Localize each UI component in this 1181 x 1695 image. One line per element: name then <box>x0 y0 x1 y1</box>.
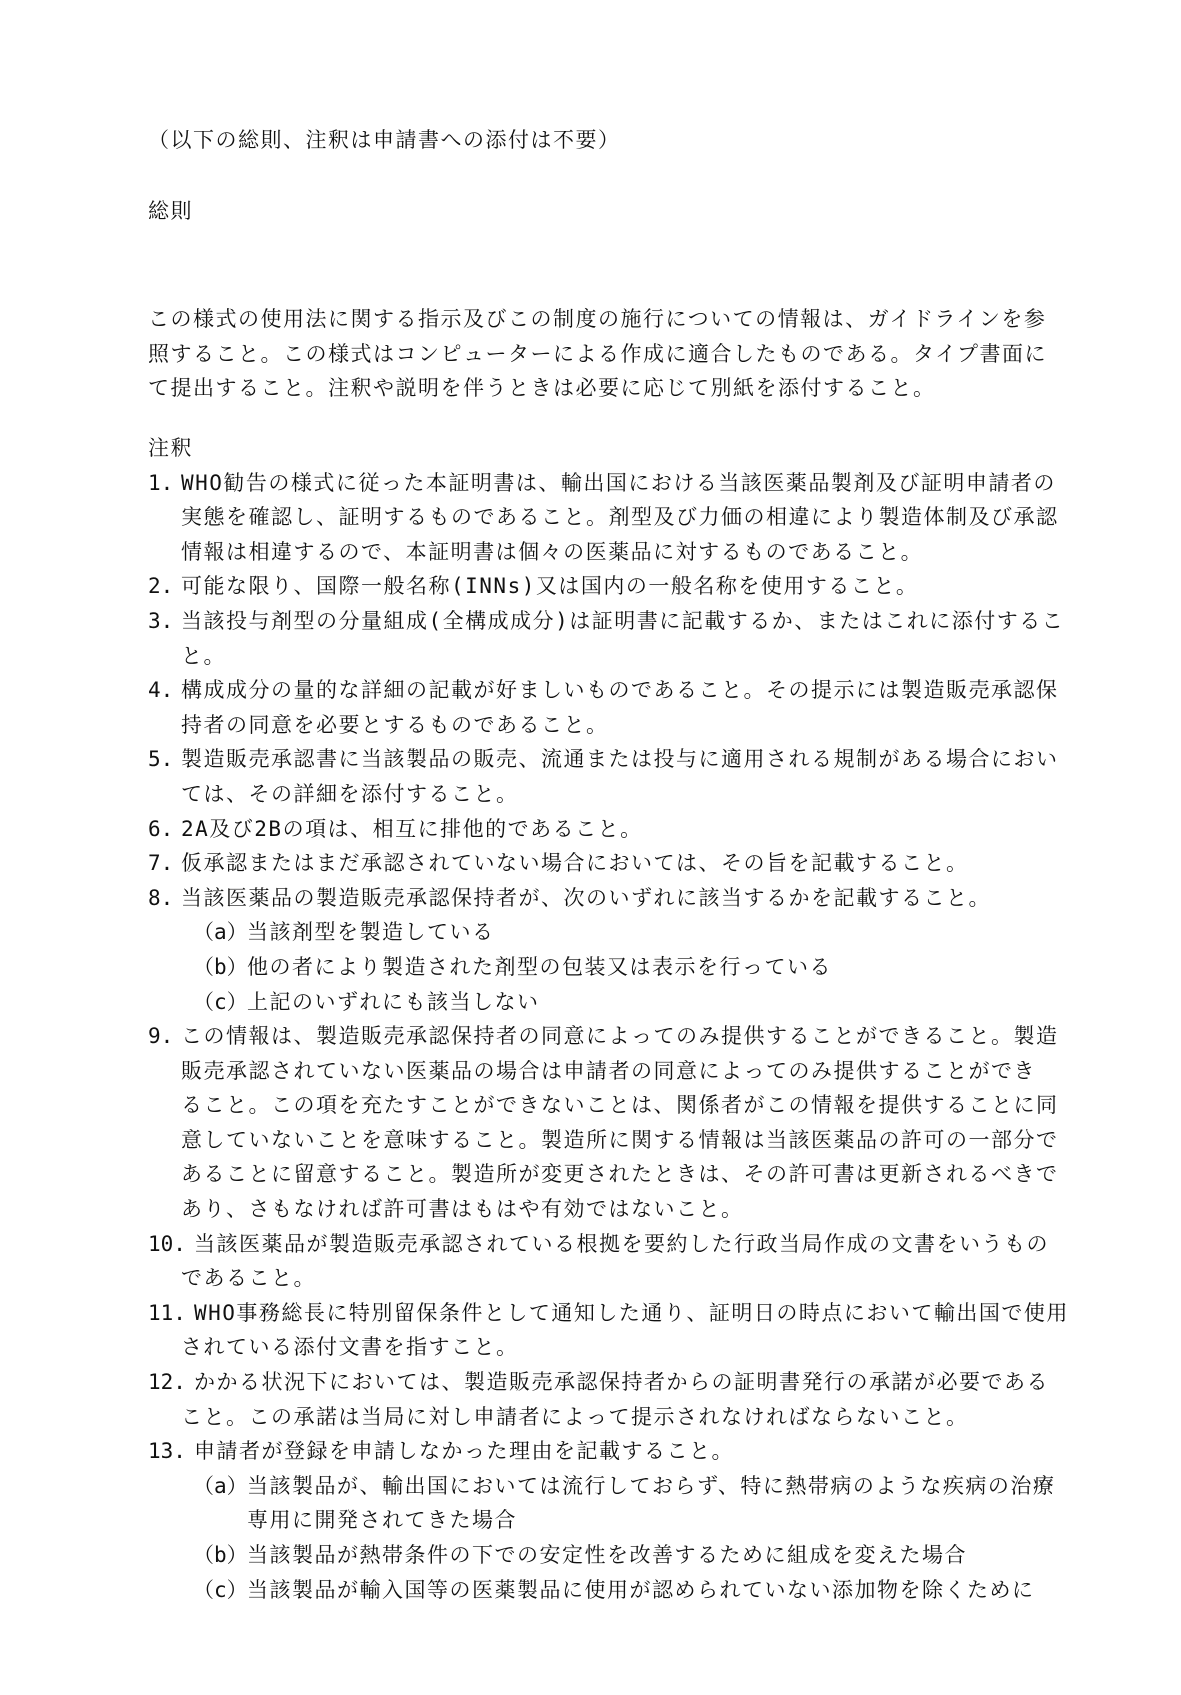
note-line: ては、その詳細を添付すること。 <box>181 781 519 806</box>
note-line: 製造販売承認書に当該製品の販売、流通または投与に適用される規制がある場合におい <box>181 747 1059 772</box>
notes-heading: 注釈 <box>148 436 193 460</box>
note-line: あり、さもなければ許可書はもはや有効ではないこと。 <box>181 1197 744 1222</box>
general-heading <box>148 194 1038 229</box>
note-line: 意していないことを意味すること。製造所に関する情報は当該医薬品の許可の一部分で <box>181 1127 1059 1152</box>
subitem-label: （c） <box>193 989 248 1014</box>
note-number: 12. <box>148 1370 186 1395</box>
note-line: あることに留意すること。製造所が変更されたときは、その許可書は更新されるべきで <box>181 1162 1059 1187</box>
note-item <box>148 1296 1069 1365</box>
note-text <box>181 604 1065 673</box>
note-number: 3. <box>148 608 174 633</box>
note-item <box>148 1365 1049 1434</box>
note-item <box>148 1019 1059 1227</box>
note-line: WHO勧告の様式に従った本証明書は、輸出国における当該医薬品製剤及び証明申請者の <box>181 470 1056 495</box>
note-number: 10. <box>148 1231 186 1256</box>
subitem-line: 他の者により製造された剤型の包装又は表示を行っている <box>247 954 832 979</box>
paragraph-line: この様式の使用法に関する指示及びこの制度の施行についての情報は、ガイドラインを参 <box>148 307 1047 331</box>
subitem-line: 当該製品が、輸出国においては流行しておらず、特に熱帯病のような疾病の治療 <box>247 1473 1056 1498</box>
note-number: 5. <box>148 747 174 772</box>
note-number: 7. <box>148 851 174 876</box>
note-number: 1. <box>148 470 174 495</box>
note-number: 9. <box>148 1024 174 1049</box>
subitem-line: 上記のいずれにも該当しない <box>247 989 540 1014</box>
note-line: 販売承認されていない医薬品の場合は申請者の同意によってのみ提供することができ <box>181 1058 1036 1083</box>
note-text <box>181 1365 1049 1434</box>
note-line: であること。 <box>181 1266 316 1291</box>
note-line: 2A及び2Bの項は、相互に排他的であること。 <box>181 816 643 841</box>
note-subitem <box>193 985 1038 1020</box>
note-line: 情報は相違するので、本証明書は個々の医薬品に対するものであること。 <box>181 539 924 564</box>
note-line: 持者の同意を必要とするものであること。 <box>181 712 609 737</box>
note-number: 4. <box>148 678 174 703</box>
note-subitem <box>193 1469 1056 1538</box>
note-line: ること。この項を充たすことができないことは、関係者がこの情報を提供することに同 <box>181 1093 1059 1118</box>
note-text <box>181 881 1038 916</box>
subitem-line: 専用に開発されてきた場合 <box>247 1508 517 1533</box>
notes-section <box>148 431 1069 1607</box>
note-text <box>181 569 1038 604</box>
note-item <box>148 569 1038 604</box>
note-text <box>181 846 1038 881</box>
paragraph-line: 照すること。この様式はコンピューターによる作成に適合したものである。タイプ書面に <box>148 341 1047 366</box>
note-line: 申請者が登録を申請しなかった理由を記載すること。 <box>194 1439 734 1464</box>
note-text <box>181 1434 1038 1469</box>
subitem-line: 当該製品が熱帯条件の下での安定性を改善するために組成を変えた場合 <box>247 1543 967 1567</box>
note-item <box>148 1227 1049 1296</box>
note-subitem <box>193 950 1038 985</box>
note-line: 当該医薬品の製造販売承認保持者が、次のいずれに該当するかを記載すること。 <box>181 885 991 910</box>
note-subitem <box>193 1573 1038 1608</box>
note-item <box>148 812 1038 847</box>
subitem-label: （b） <box>193 1543 248 1567</box>
note-text <box>181 1296 1069 1365</box>
subitem-text <box>247 1573 1038 1608</box>
note-item <box>148 604 1065 673</box>
note-text <box>181 1019 1059 1227</box>
note-text <box>181 742 1059 811</box>
subitem-text <box>247 950 1038 985</box>
note-text <box>181 1227 1049 1296</box>
note-item <box>148 1434 1056 1607</box>
subitem-text <box>247 1538 1038 1573</box>
note-line: 構成成分の量的な詳細の記載が好ましいものであること。その提示には製造販売承認保 <box>181 678 1059 703</box>
subitem-text <box>247 915 1038 950</box>
note-item <box>148 881 1038 1019</box>
note-number: 13. <box>148 1439 186 1464</box>
header-note <box>148 123 1038 158</box>
note-item <box>148 673 1059 742</box>
note-line: 当該投与剤型の分量組成(全構成成分)は証明書に記載するか、またはこれに添付するこ <box>181 608 1065 633</box>
subitem-line: 当該製品が輸入国等の医薬製品に使用が認められていない添加物を除くために <box>247 1577 1035 1602</box>
note-text <box>181 812 1038 847</box>
header-note-text: （以下の総則、注釈は申請書への添付は不要） <box>148 128 621 152</box>
paragraph-line: て提出すること。注釈や説明を伴うときは必要に応じて別紙を添付すること。 <box>148 376 936 401</box>
general-heading-text: 総則 <box>148 199 193 223</box>
note-subitem <box>193 1538 1038 1573</box>
note-line: 当該医薬品が製造販売承認されている根拠を要約した行政当局作成の文書をいうもの <box>194 1231 1049 1256</box>
notes-list <box>148 466 1069 1608</box>
note-line: 仮承認またはまだ承認されていない場合においては、その旨を記載すること。 <box>181 851 969 876</box>
note-item <box>148 846 1038 881</box>
note-line: 可能な限り、国際一般名称(INNs)又は国内の一般名称を使用すること。 <box>181 574 919 599</box>
note-item <box>148 742 1059 811</box>
subitem-label: （b） <box>193 954 248 979</box>
note-line: と。 <box>181 643 226 668</box>
subitem-line: 当該剤型を製造している <box>247 920 495 945</box>
note-line: かかる状況下においては、製造販売承認保持者からの証明書発行の承諾が必要である <box>194 1370 1049 1395</box>
general-paragraph <box>148 302 1047 406</box>
note-number: 8. <box>148 885 174 910</box>
note-line: こと。この承諾は当局に対し申請者によって提示されなければならないこと。 <box>181 1404 969 1429</box>
note-line: WHO事務総長に特別留保条件として通知した通り、証明日の時点において輸出国で使用 <box>194 1300 1069 1325</box>
note-line: 実態を確認し、証明するものであること。剤型及び力価の相違により製造体制及び承認 <box>181 505 1059 530</box>
subitem-text <box>247 985 1038 1020</box>
note-number: 11. <box>148 1300 186 1325</box>
note-text <box>181 673 1059 742</box>
subitem-label: （a） <box>193 1473 248 1498</box>
note-text <box>181 466 1059 570</box>
note-subitem <box>193 915 1038 950</box>
subitem-label: （a） <box>193 920 248 945</box>
note-line: この情報は、製造販売承認保持者の同意によってのみ提供することができること。製造 <box>181 1024 1059 1049</box>
note-number: 2. <box>148 574 174 599</box>
note-item <box>148 466 1059 570</box>
note-number: 6. <box>148 816 174 841</box>
subitem-label: （c） <box>193 1577 248 1602</box>
subitem-text <box>247 1469 1056 1538</box>
note-line: されている添付文書を指すこと。 <box>181 1335 519 1360</box>
